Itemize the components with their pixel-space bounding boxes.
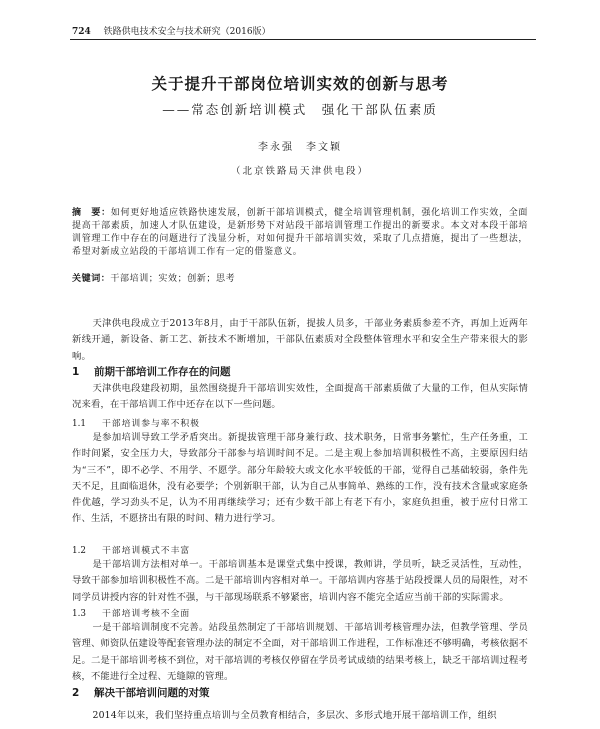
keywords-text: 干部培训；实效；创新；思考 — [110, 274, 236, 284]
subsection-1-1-paragraph: 是参加培训导致工学矛盾突出。新提拔管理干部身兼行政、技术职务，日常事务繁忙，生产任务重，工作时间紧，安全压力大，导致部分干部参与培训时间不足。二是主观上参加培训积极性不高，主要原因归结为“三不”，即不必学、不用学、不愿学。部分年龄较大或文化水平较低的干部，觉得自己基础较弱，条件先天不足，且面临退休，没有必要学；个别新职干部，认为自己从事简单、熟练的工作，没有技术含量或家庭条件优越，学习劲头不足，认为不用再继续学习；还有少数干部上有老下有小，家庭负担重，被于应付日常工作、生活，不愿挤出有限的时间、精力进行学习。 — [72, 432, 528, 525]
affiliation: （北京铁路局天津供电段） — [230, 166, 369, 177]
keywords — [72, 271, 528, 284]
subsection-1-1-title: 干部培训参与率不积极 — [102, 419, 200, 429]
intro-paragraph: 天津供电段成立于2013年8月，由于干部队伍新，提拔人员多，干部业务素质参差不齐，再加上近两年新线开通，新设备、新工艺、新技术不断增加，干部队伍素质对全段整体管理水平和安全生产带来很大的影响。 — [72, 318, 528, 362]
authors: 李永强 李文颖 — [258, 142, 342, 153]
subsection-1-2-number: 1.2 — [72, 546, 86, 556]
subsection-1-1-heading — [72, 416, 200, 429]
section-1-number: 1 — [72, 366, 80, 378]
abstract — [72, 207, 528, 259]
section-2-heading — [72, 685, 210, 700]
section-1-title: 前期干部培训工作存在的问题 — [94, 366, 231, 378]
abstract-label: 摘 要： — [72, 208, 111, 218]
subsection-1-3-number: 1.3 — [72, 609, 86, 619]
subsection-1-2-title: 干部培训模式不丰富 — [102, 546, 191, 556]
section-1-heading — [72, 364, 231, 379]
article-title: 关于提升干部岗位培训实效的创新与思考 — [151, 74, 449, 93]
article-subtitle: ——常态创新培训模式 强化干部队伍素质 — [162, 102, 438, 117]
section-1-paragraph: 天津供电段建段初期，虽然围绕提升干部培训实效性，全面提高干部素质做了大量的工作，但从实际情况来看，在干部培训工作中还存在以下一些问题。 — [72, 383, 528, 411]
subsection-1-2-paragraph: 是干部培训方法相对单一。干部培训基本是课堂式集中授课，教师讲，学员听，缺乏灵活性，互动性，导致干部参加培训积极性不高。二是干部培训内容相对单一。干部培训内容基于站段授课人员的局限性，对不同学员讲授内容的针对性不强，与干部现场联系不够紧密，培训内容不能完全适应当前干部的实际需求。 — [72, 559, 528, 603]
header-rule — [70, 39, 536, 40]
subsection-1-3-paragraph: 一是干部培训制度不完善。站段虽然制定了干部培训规划、干部培训考核管理办法，但教学管理、学员管理、师资队伍建设等配套管理办法的制定不全面，对干部培训工作进程，工作标准还不够明确，考核依据不足。二是干部培训考核不到位，对干部培训的考核仅停留在学员考试成绩的结果考核上，缺乏干部培训过程考核，不能进行全过程、无缝隙的管理。 — [72, 622, 528, 682]
section-2-number: 2 — [72, 687, 80, 699]
journal-title: 铁路供电技术安全与技术研究（2016版） — [103, 27, 271, 37]
subsection-1-3-title: 干部培训考核不全面 — [102, 609, 191, 619]
section-2-title: 解决干部培训问题的对策 — [94, 687, 210, 699]
page-number: 724 — [72, 27, 91, 37]
subsection-1-2-heading — [72, 543, 190, 556]
subsection-1-1-number: 1.1 — [72, 419, 86, 429]
abstract-text: 如何更好地适应铁路快速发展，创新干部培训模式，健全培训管理机制，强化培训工作实效，全面提高干部素质，加速人才队伍建设，是新形势下对站段干部培训管理工作提出的新要求。本文对本段干部培训管理工作中存在的问题进行了浅显分析，对如何提升干部培训实效，采取了几点措施，提出了一些想法，希望对新成立站段的干部培训工作有一定的借鉴意义。 — [72, 208, 528, 257]
section-2-paragraph: 2014年以来，我们坚持重点培训与全员教育相结合，多层次、多形式地开展干部培训工作，组织 — [92, 710, 497, 721]
subsection-1-3-heading — [72, 606, 190, 619]
running-header — [72, 24, 271, 37]
keywords-label: 关键词： — [72, 274, 111, 284]
